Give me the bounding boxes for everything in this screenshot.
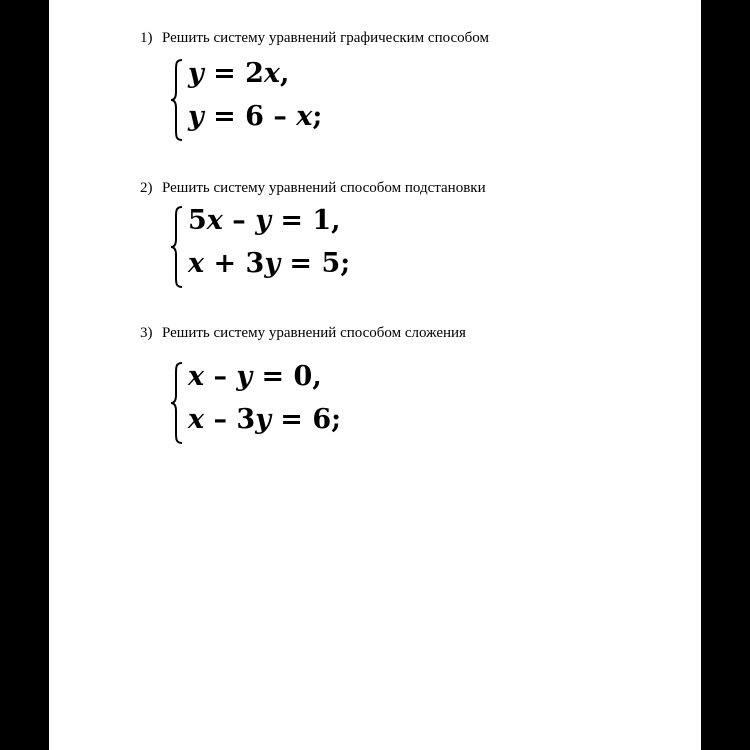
equation-1-1: y = 2x, [188,58,290,89]
equation-system-2 [170,203,370,293]
equation-2-2: x + 3y = 5; [188,248,351,279]
equation-3-2: x – 3y = 6; [188,404,342,435]
task-2-heading [140,180,486,197]
equation-system-1 [170,56,370,146]
brace-icon [170,205,184,289]
equation-3-1: x – y = 0, [188,361,322,392]
equation-1-2: y = 6 – x; [188,101,323,132]
task-2-text: Решить систему уравнений способом подстановки [162,180,486,196]
brace-icon [170,58,184,142]
brace-icon [170,361,184,445]
task-1-number: 1) [140,30,153,46]
task-3-number: 3) [140,325,153,341]
task-2-number: 2) [140,180,153,196]
equation-system-3 [170,359,370,449]
task-1-text: Решить систему уравнений графическим способом [162,30,489,46]
task-3-heading [140,325,466,342]
task-3-text: Решить систему уравнений способом сложения [162,325,466,341]
equation-2-1: 5x – y = 1, [188,205,341,236]
task-1-heading [140,30,489,47]
document-page [49,0,701,750]
